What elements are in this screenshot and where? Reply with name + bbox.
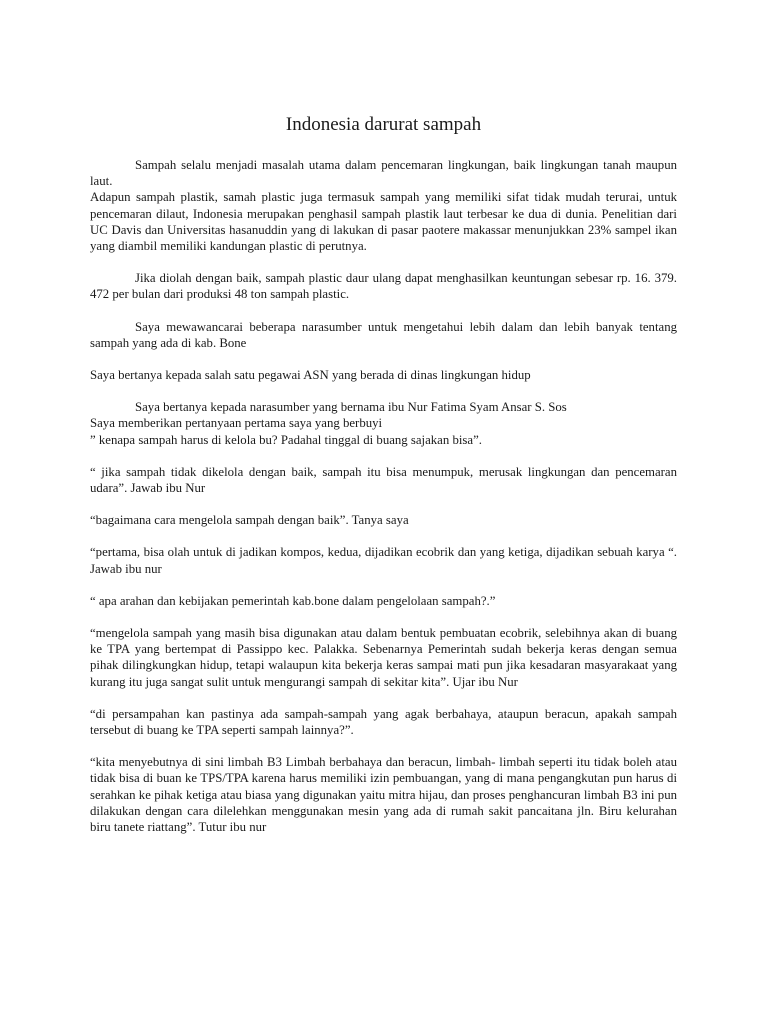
paragraph-8: ” kenapa sampah harus di kelola bu? Padahal tinggal di buang sajakan bisa”. <box>90 432 482 447</box>
paragraph-13: “mengelola sampah yang masih bisa digunakan atau dalam bentuk pembuatan ecobrik, selebihnya akan di buang ke TPA yang bertempat di Passippo kec. Palakka. Sebenarnya Pemerintah sudah bekerja keras dengan semua pihak dilingkungkan hidup, tetapi walaupun kita bekerja keras sampai mati pun jika kesadaran masyarakaat yang kurang itu juga sangat sulit untuk mengurangi sampah di sekitar kita”. Ujar ibu Nur <box>90 626 677 689</box>
paragraph-2: Adapun sampah plastik, samah plastic juga termasuk sampah yang memiliki sifat tidak mudah terurai, untuk pencemaran dilaut, Indonesia merupakan penghasil sampah plastik laut terbesar ke dua di dunia. Penelitian dari UC Davis dan Universitas hasanuddin yang di lakukan di pasar paotere makassar menunjukkan 23% sampel ikan yang diambil memiliki kandungan plastic di perutnya. <box>90 190 677 254</box>
paragraph-10: “bagaimana cara mengelola sampah dengan baik”. Tanya saya <box>90 513 409 528</box>
paragraph-5: Saya bertanya kepada salah satu pegawai ASN yang berada di dinas lingkungan hidup <box>90 368 531 383</box>
paragraph-14: “di persampahan kan pastinya ada sampah-sampah yang agak berbahaya, ataupun beracun, apakah sampah tersebut di buang ke TPA seperti sampah lainnya?”. <box>90 706 677 738</box>
paragraph-11: “pertama, bisa olah untuk di jadikan kompos, kedua, dijadikan ecobrik dan yang ketiga, dijadikan sebuah karya “. Jawab ibu nur <box>90 545 677 576</box>
paragraph-12: “ apa arahan dan kebijakan pemerintah kab.bone dalam pengelolaan sampah?.” <box>90 593 496 608</box>
document-title: Indonesia darurat sampah <box>285 114 482 135</box>
paragraph-3: Jika diolah dengan baik, sampah plastic daur ulang dapat menghasilkan keuntungan sebesar rp. 16. 379. 472 per bulan dari produksi 48 ton sampah plastic. <box>90 271 677 302</box>
paragraph-4: Saya mewawancarai beberapa narasumber untuk mengetahui lebih dalam dan lebih banyak tentang sampah yang ada di kab. Bone <box>90 319 677 350</box>
document-page <box>90 113 677 851</box>
paragraph-7: Saya memberikan pertanyaan pertama saya yang berbuyi <box>90 416 383 431</box>
paragraph-9: “ jika sampah tidak dikelola dengan baik, sampah itu bisa menumpuk, merusak lingkungan dan pencemaran udara”. Jawab ibu Nur <box>90 464 677 496</box>
paragraph-6: Saya bertanya kepada narasumber yang bernama ibu Nur Fatima Syam Ansar S. Sos <box>135 400 567 415</box>
paragraph-15: “kita menyebutnya di sini limbah B3 Limbah berbahaya dan beracun, limbah- limbah seperti itu tidak boleh atau tidak bisa di buan ke TPS/TPA karena harus memiliki izin pembuangan, yang di mana pengangkutan pun harus di serahkan ke pihak ketiga atau biasa yang digunakan yaitu mitra hijau, dan proses penghancuran limbah B3 ini pun dilakukan dengan cara dilelehkan menggunakan mesin yang ada di rumah sakit pancaitana jln. Biru kelurahan biru tanete riattang”. Tutur ibu nur <box>90 755 677 835</box>
paragraph-1: Sampah selalu menjadi masalah utama dalam pencemaran lingkungan, baik lingkungan tanah maupun laut. <box>90 158 677 189</box>
